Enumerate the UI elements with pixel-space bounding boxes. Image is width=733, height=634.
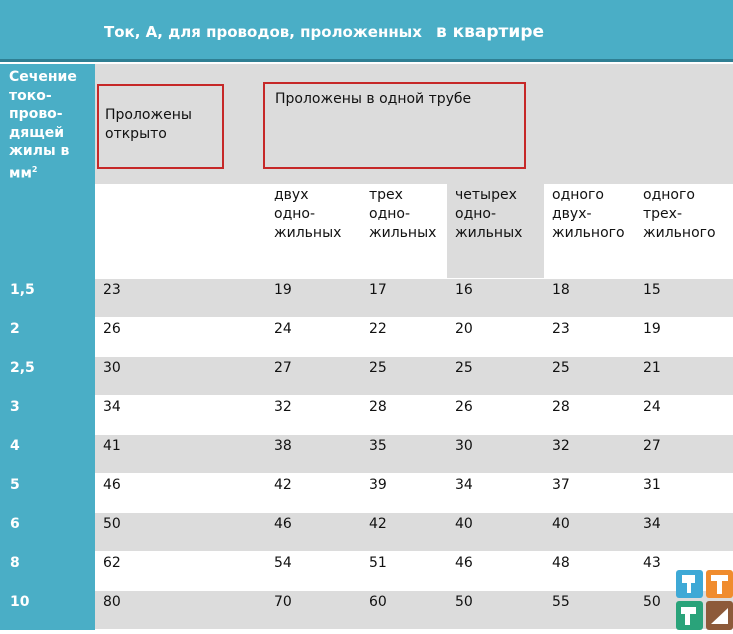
table-cell: 24 xyxy=(643,399,661,415)
column-header-line: четырех xyxy=(455,187,517,203)
row-section-label: 8 xyxy=(10,555,20,571)
table-cell: 38 xyxy=(274,438,292,454)
column-header-line: одного xyxy=(643,187,695,203)
table-cell: 37 xyxy=(552,477,570,493)
column-header-line: жильных xyxy=(274,225,342,241)
table-cell: 50 xyxy=(455,594,473,610)
table-cell: 34 xyxy=(643,516,661,532)
table-cell: 32 xyxy=(552,438,570,454)
table-cell: 23 xyxy=(552,321,570,337)
table-cell: 80 xyxy=(103,594,121,610)
column-header-line: двух- xyxy=(552,206,592,222)
table-cell: 39 xyxy=(369,477,387,493)
group-open-line1: Проложены xyxy=(105,107,192,123)
table-cell: 46 xyxy=(455,555,473,571)
column-header-line: одно- xyxy=(455,206,497,222)
column-header-line: трех- xyxy=(643,206,682,222)
section-header-line3: прово- xyxy=(9,106,63,122)
table-cell: 34 xyxy=(455,477,473,493)
column-header-line: жильных xyxy=(455,225,523,241)
table-cell: 40 xyxy=(455,516,473,532)
title-band-rule xyxy=(0,59,733,62)
column-header-line: жильного xyxy=(552,225,625,241)
section-header-line1: Сечение xyxy=(9,69,77,85)
column-header-line: трех xyxy=(369,187,403,203)
table-cell: 35 xyxy=(369,438,387,454)
table-row xyxy=(95,279,733,317)
column-header xyxy=(369,186,436,243)
table-cell: 41 xyxy=(103,438,121,454)
section-header-line6: мм xyxy=(9,165,32,182)
section-header-sup: 2 xyxy=(31,164,38,174)
column-header-line: одного xyxy=(552,187,604,203)
table-cell: 25 xyxy=(369,360,387,376)
table-cell: 20 xyxy=(455,321,473,337)
table-cell: 34 xyxy=(103,399,121,415)
table-cell: 48 xyxy=(552,555,570,571)
table-cell: 28 xyxy=(369,399,387,415)
table-cell: 43 xyxy=(643,555,661,571)
table-row xyxy=(95,435,733,473)
title-part2: в квартире xyxy=(435,22,545,42)
row-section-label: 5 xyxy=(10,477,20,493)
table-cell: 54 xyxy=(274,555,292,571)
column-header xyxy=(274,186,341,243)
table-cell: 46 xyxy=(274,516,292,532)
table-cell: 70 xyxy=(274,594,292,610)
table-cell: 25 xyxy=(552,360,570,376)
table-cell: 32 xyxy=(274,399,292,415)
table-cell: 31 xyxy=(643,477,661,493)
row-section-label: 3 xyxy=(10,399,20,415)
section-header-line5: жилы в xyxy=(9,143,70,159)
logo-trowel-tile xyxy=(706,601,733,630)
table-cell: 26 xyxy=(455,399,473,415)
table-cell: 51 xyxy=(369,555,387,571)
table-cell: 60 xyxy=(369,594,387,610)
column-header xyxy=(643,186,716,243)
group-open-box xyxy=(97,84,224,169)
section-header xyxy=(9,68,95,183)
table-cell: 50 xyxy=(643,594,661,610)
table-cell: 50 xyxy=(103,516,121,532)
table-row xyxy=(95,318,733,356)
row-section-label: 2,5 xyxy=(10,360,35,376)
table-cell: 19 xyxy=(643,321,661,337)
column-header-line: одно- xyxy=(274,206,316,222)
group-pipe-box xyxy=(263,82,526,169)
table-cell: 17 xyxy=(369,282,387,298)
table-cell: 19 xyxy=(274,282,292,298)
table-row xyxy=(95,474,733,512)
table-cell: 42 xyxy=(274,477,292,493)
table-cell: 30 xyxy=(455,438,473,454)
page-title xyxy=(104,22,544,42)
table-cell: 21 xyxy=(643,360,661,376)
column-header-line: жильного xyxy=(643,225,716,241)
table-row xyxy=(95,591,733,629)
table-cell: 27 xyxy=(274,360,292,376)
table-cell: 18 xyxy=(552,282,570,298)
table-cell: 24 xyxy=(274,321,292,337)
row-section-label: 10 xyxy=(10,594,30,610)
table-cell: 42 xyxy=(369,516,387,532)
table-cell: 55 xyxy=(552,594,570,610)
table-cell: 26 xyxy=(103,321,121,337)
table-cell: 15 xyxy=(643,282,661,298)
column-header-line: двух xyxy=(274,187,309,203)
group-pipe-label: Проложены в одной трубе xyxy=(275,91,472,107)
row-section-label: 2 xyxy=(10,321,20,337)
table-cell: 22 xyxy=(369,321,387,337)
column-header xyxy=(552,186,625,243)
table-cell: 28 xyxy=(552,399,570,415)
logo xyxy=(676,570,733,630)
column-header xyxy=(455,186,522,243)
table-row xyxy=(95,357,733,395)
table-row xyxy=(95,396,733,434)
table-cell: 46 xyxy=(103,477,121,493)
group-open-line2: открыто xyxy=(105,126,167,142)
table-cell: 30 xyxy=(103,360,121,376)
section-header-line4: дящей xyxy=(9,124,65,141)
table-cell: 62 xyxy=(103,555,121,571)
row-section-label: 1,5 xyxy=(10,282,35,298)
row-section-label: 6 xyxy=(10,516,20,532)
table-cell: 16 xyxy=(455,282,473,298)
table-cell: 27 xyxy=(643,438,661,454)
table-cell: 25 xyxy=(455,360,473,376)
table-row xyxy=(95,552,733,590)
title-part1: Ток, А, для проводов, проложенных xyxy=(104,23,422,41)
section-header-line2: токо- xyxy=(9,87,52,104)
row-section-label: 4 xyxy=(10,438,20,454)
table-row xyxy=(95,513,733,551)
table-cell: 40 xyxy=(552,516,570,532)
column-header-line: жильных xyxy=(369,225,437,241)
table-cell: 23 xyxy=(103,282,121,298)
column-header-line: одно- xyxy=(369,206,411,222)
